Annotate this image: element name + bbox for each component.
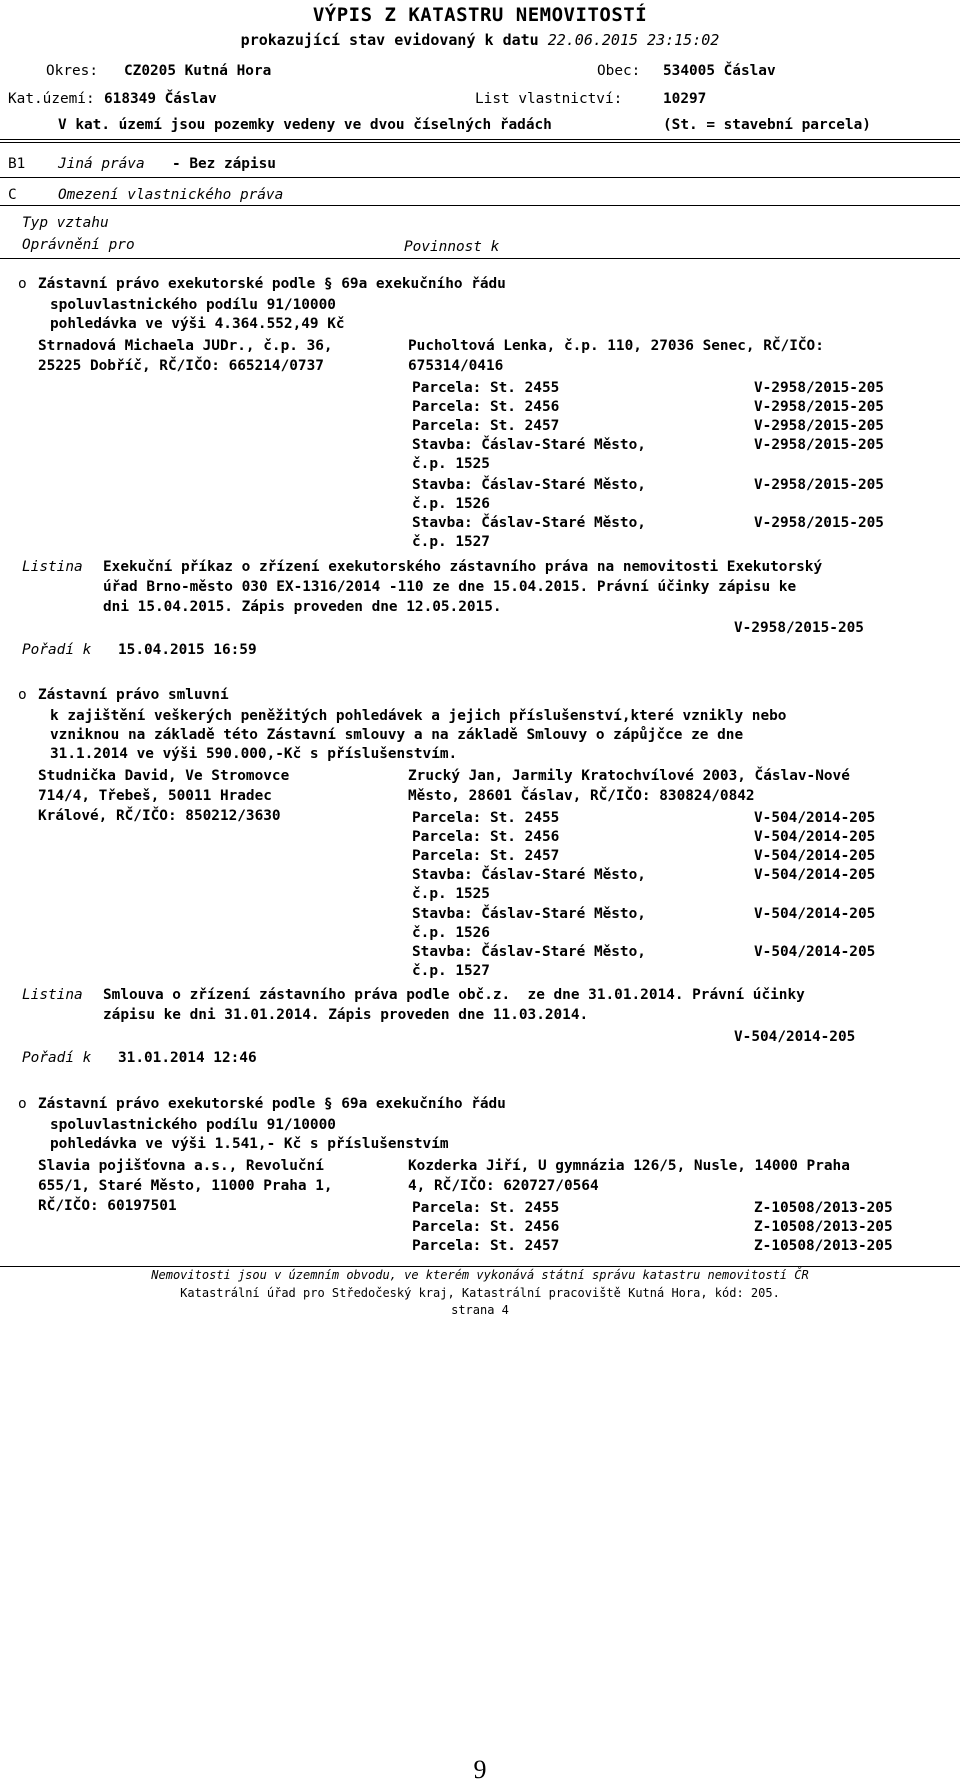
opravneni-line: RČ/IČO: 60197501 <box>38 1198 177 1214</box>
opravneni-line: 714/4, Třebeš, 50011 Hradec <box>38 788 272 804</box>
poradi-label: Pořadí k <box>22 642 92 658</box>
rule <box>0 177 960 178</box>
object-line: Stavba: Čáslav-Staré Město, <box>412 515 646 531</box>
opravneni-line: Králové, RČ/IČO: 850212/3630 <box>38 808 281 824</box>
object-ref: V-504/2014-205 <box>754 829 876 845</box>
entry-bullet: o <box>18 687 27 703</box>
okres-value: CZ0205 Kutná Hora <box>124 63 272 79</box>
section-b1-value: - Bez zápisu <box>172 156 276 172</box>
object-line: č.p. 1526 <box>412 496 490 512</box>
listina-line: zápisu ke dni 31.01.2014. Zápis proveden dne 11.03.2014. <box>103 1007 589 1023</box>
object-ref: V-504/2014-205 <box>754 867 876 883</box>
object-ref: V-2958/2015-205 <box>754 477 884 493</box>
katuzemi-label: Kat.území: <box>8 91 95 107</box>
obec-label: Obec: <box>597 63 641 79</box>
object-line: Parcela: St. 2457 <box>412 848 560 864</box>
poradi-label: Pořadí k <box>22 1050 92 1066</box>
poradi-value: 15.04.2015 16:59 <box>118 642 257 658</box>
listina-line: Smlouva o zřízení zástavního práva podle obč.z. ze dne 31.01.2014. Právní účinky <box>103 987 805 1003</box>
list-value: 10297 <box>663 91 707 107</box>
object-line: Parcela: St. 2455 <box>412 810 560 826</box>
listina-line: dni 15.04.2015. Zápis proveden dne 12.05.2015. <box>103 599 502 615</box>
object-ref: V-504/2014-205 <box>754 906 876 922</box>
object-line: č.p. 1526 <box>412 925 490 941</box>
object-ref: V-504/2014-205 <box>754 944 876 960</box>
object-line: Parcela: St. 2456 <box>412 399 560 415</box>
entry-bullet: o <box>18 1096 27 1112</box>
opravneni-line: Strnadová Michaela JUDr., č.p. 36, <box>38 338 333 354</box>
entry-desc-line: pohledávka ve výši 4.364.552,49 Kč <box>50 316 345 332</box>
entry-desc-line: k zajištění veškerých peněžitých pohledávek a jejich příslušenství,které vznikly nebo <box>50 708 787 724</box>
object-ref: V-2958/2015-205 <box>754 418 884 434</box>
object-ref: V-2958/2015-205 <box>754 380 884 396</box>
footer-line-1: Nemovitosti jsou v územním obvodu, ve kterém vykonává státní správu katastru nemovitostí ČR <box>151 1268 809 1282</box>
subtitle-date: 22.06.2015 23:15:02 <box>547 31 720 49</box>
object-line: č.p. 1525 <box>412 456 490 472</box>
entry-heading: Zástavní právo exekutorské podle § 69a exekučního řádu <box>38 276 506 292</box>
opravneni-line: Studnička David, Ve Stromovce <box>38 768 290 784</box>
object-line: Parcela: St. 2456 <box>412 829 560 845</box>
listina-line: Exekuční příkaz o zřízení exekutorského zástavního práva na nemovitosti Exekutorský <box>103 559 823 575</box>
section-b1-code: B1 <box>8 156 26 172</box>
rule <box>0 139 960 140</box>
object-ref: V-504/2014-205 <box>754 810 876 826</box>
entry-desc-line: spoluvlastnického podílu 91/10000 <box>50 297 336 313</box>
okres-label: Okres: <box>46 63 98 79</box>
opravneni-pro-header: Oprávnění pro <box>22 237 135 253</box>
listina-label: Listina <box>22 559 83 575</box>
footer-line-2: Katastrální úřad pro Středočeský kraj, Katastrální pracoviště Kutná Hora, kód: 205. <box>180 1286 780 1300</box>
footer-line-3: strana 4 <box>451 1303 509 1317</box>
povinnost-line: 675314/0416 <box>408 358 504 374</box>
section-c-label: Omezení vlastnického práva <box>58 187 284 203</box>
object-ref: V-2958/2015-205 <box>754 437 884 453</box>
object-line: Parcela: St. 2457 <box>412 1238 560 1254</box>
rady-note: V kat. území jsou pozemky vedeny ve dvou číselných řadách <box>58 117 552 133</box>
document-subtitle <box>0 31 960 50</box>
object-line: č.p. 1527 <box>412 963 490 979</box>
rule <box>0 142 960 143</box>
object-line: č.p. 1525 <box>412 886 490 902</box>
rule <box>0 205 960 206</box>
page-number: 9 <box>473 1755 487 1784</box>
rady-legend: (St. = stavební parcela) <box>663 117 871 133</box>
object-line: Stavba: Čáslav-Staré Město, <box>412 867 646 883</box>
object-ref: V-2958/2015-205 <box>754 399 884 415</box>
entry-heading: Zástavní právo exekutorské podle § 69a exekučního řádu <box>38 1096 506 1112</box>
section-c-code: C <box>8 187 17 203</box>
entry-bullet: o <box>18 276 27 292</box>
document-title: VÝPIS Z KATASTRU NEMOVITOSTÍ <box>312 4 648 26</box>
object-ref: V-2958/2015-205 <box>754 515 884 531</box>
object-ref: V-504/2014-205 <box>754 848 876 864</box>
object-ref: Z-10508/2013-205 <box>754 1200 893 1216</box>
povinnost-line: Zrucký Jan, Jarmily Kratochvílové 2003, Čáslav-Nové <box>408 768 850 784</box>
katuzemi-value: 618349 Čáslav <box>104 91 217 107</box>
obec-value: 534005 Čáslav <box>663 63 776 79</box>
povinnost-line: 4, RČ/IČO: 620727/0564 <box>408 1178 599 1194</box>
object-line: Stavba: Čáslav-Staré Město, <box>412 477 646 493</box>
object-line: Parcela: St. 2456 <box>412 1219 560 1235</box>
entry-desc-line: spoluvlastnického podílu 91/10000 <box>50 1117 336 1133</box>
listina-ref: V-504/2014-205 <box>734 1029 856 1045</box>
entry-desc-line: vzniknou na základě této Zástavní smlouvy a na základě Smlouvy o zápůjčce ze dne <box>50 727 744 743</box>
povinnost-line: Město, 28601 Čáslav, RČ/IČO: 830824/0842 <box>408 788 755 804</box>
object-line: Parcela: St. 2455 <box>412 380 560 396</box>
listina-label: Listina <box>22 987 83 1003</box>
entry-heading: Zástavní právo smluvní <box>38 687 229 703</box>
poradi-value: 31.01.2014 12:46 <box>118 1050 257 1066</box>
object-ref: Z-10508/2013-205 <box>754 1238 893 1254</box>
list-label: List vlastnictví: <box>475 91 623 107</box>
object-ref: Z-10508/2013-205 <box>754 1219 893 1235</box>
typ-vztahu-header: Typ vztahu <box>22 215 109 231</box>
object-line: Parcela: St. 2455 <box>412 1200 560 1216</box>
rule <box>0 258 960 259</box>
opravneni-line: 655/1, Staré Město, 11000 Praha 1, <box>38 1178 333 1194</box>
entry-desc-line: pohledávka ve výši 1.541,- Kč s příslušenstvím <box>50 1136 449 1152</box>
opravneni-line: Slavia pojišťovna a.s., Revoluční <box>38 1158 324 1174</box>
section-b1-label: Jiná práva <box>58 156 145 172</box>
povinnost-line: Kozderka Jiří, U gymnázia 126/5, Nusle, 14000 Praha <box>408 1158 850 1174</box>
povinnost-line: Pucholtová Lenka, č.p. 110, 27036 Senec, RČ/IČO: <box>408 338 824 354</box>
entry-desc-line: 31.1.2014 ve výši 590.000,-Kč s příslušenstvím. <box>50 746 458 762</box>
object-line: Parcela: St. 2457 <box>412 418 560 434</box>
object-line: č.p. 1527 <box>412 534 490 550</box>
listina-ref: V-2958/2015-205 <box>734 620 864 636</box>
povinnost-k-header: Povinnost k <box>404 239 500 255</box>
object-line: Stavba: Čáslav-Staré Město, <box>412 944 646 960</box>
object-line: Stavba: Čáslav-Staré Město, <box>412 906 646 922</box>
object-line: Stavba: Čáslav-Staré Město, <box>412 437 646 453</box>
opravneni-line: 25225 Dobříč, RČ/IČO: 665214/0737 <box>38 358 324 374</box>
listina-line: úřad Brno-město 030 EX-1316/2014 -110 ze dne 15.04.2015. Právní účinky zápisu ke <box>103 579 797 595</box>
subtitle-prefix: prokazující stav evidovaný k datu <box>240 31 539 49</box>
